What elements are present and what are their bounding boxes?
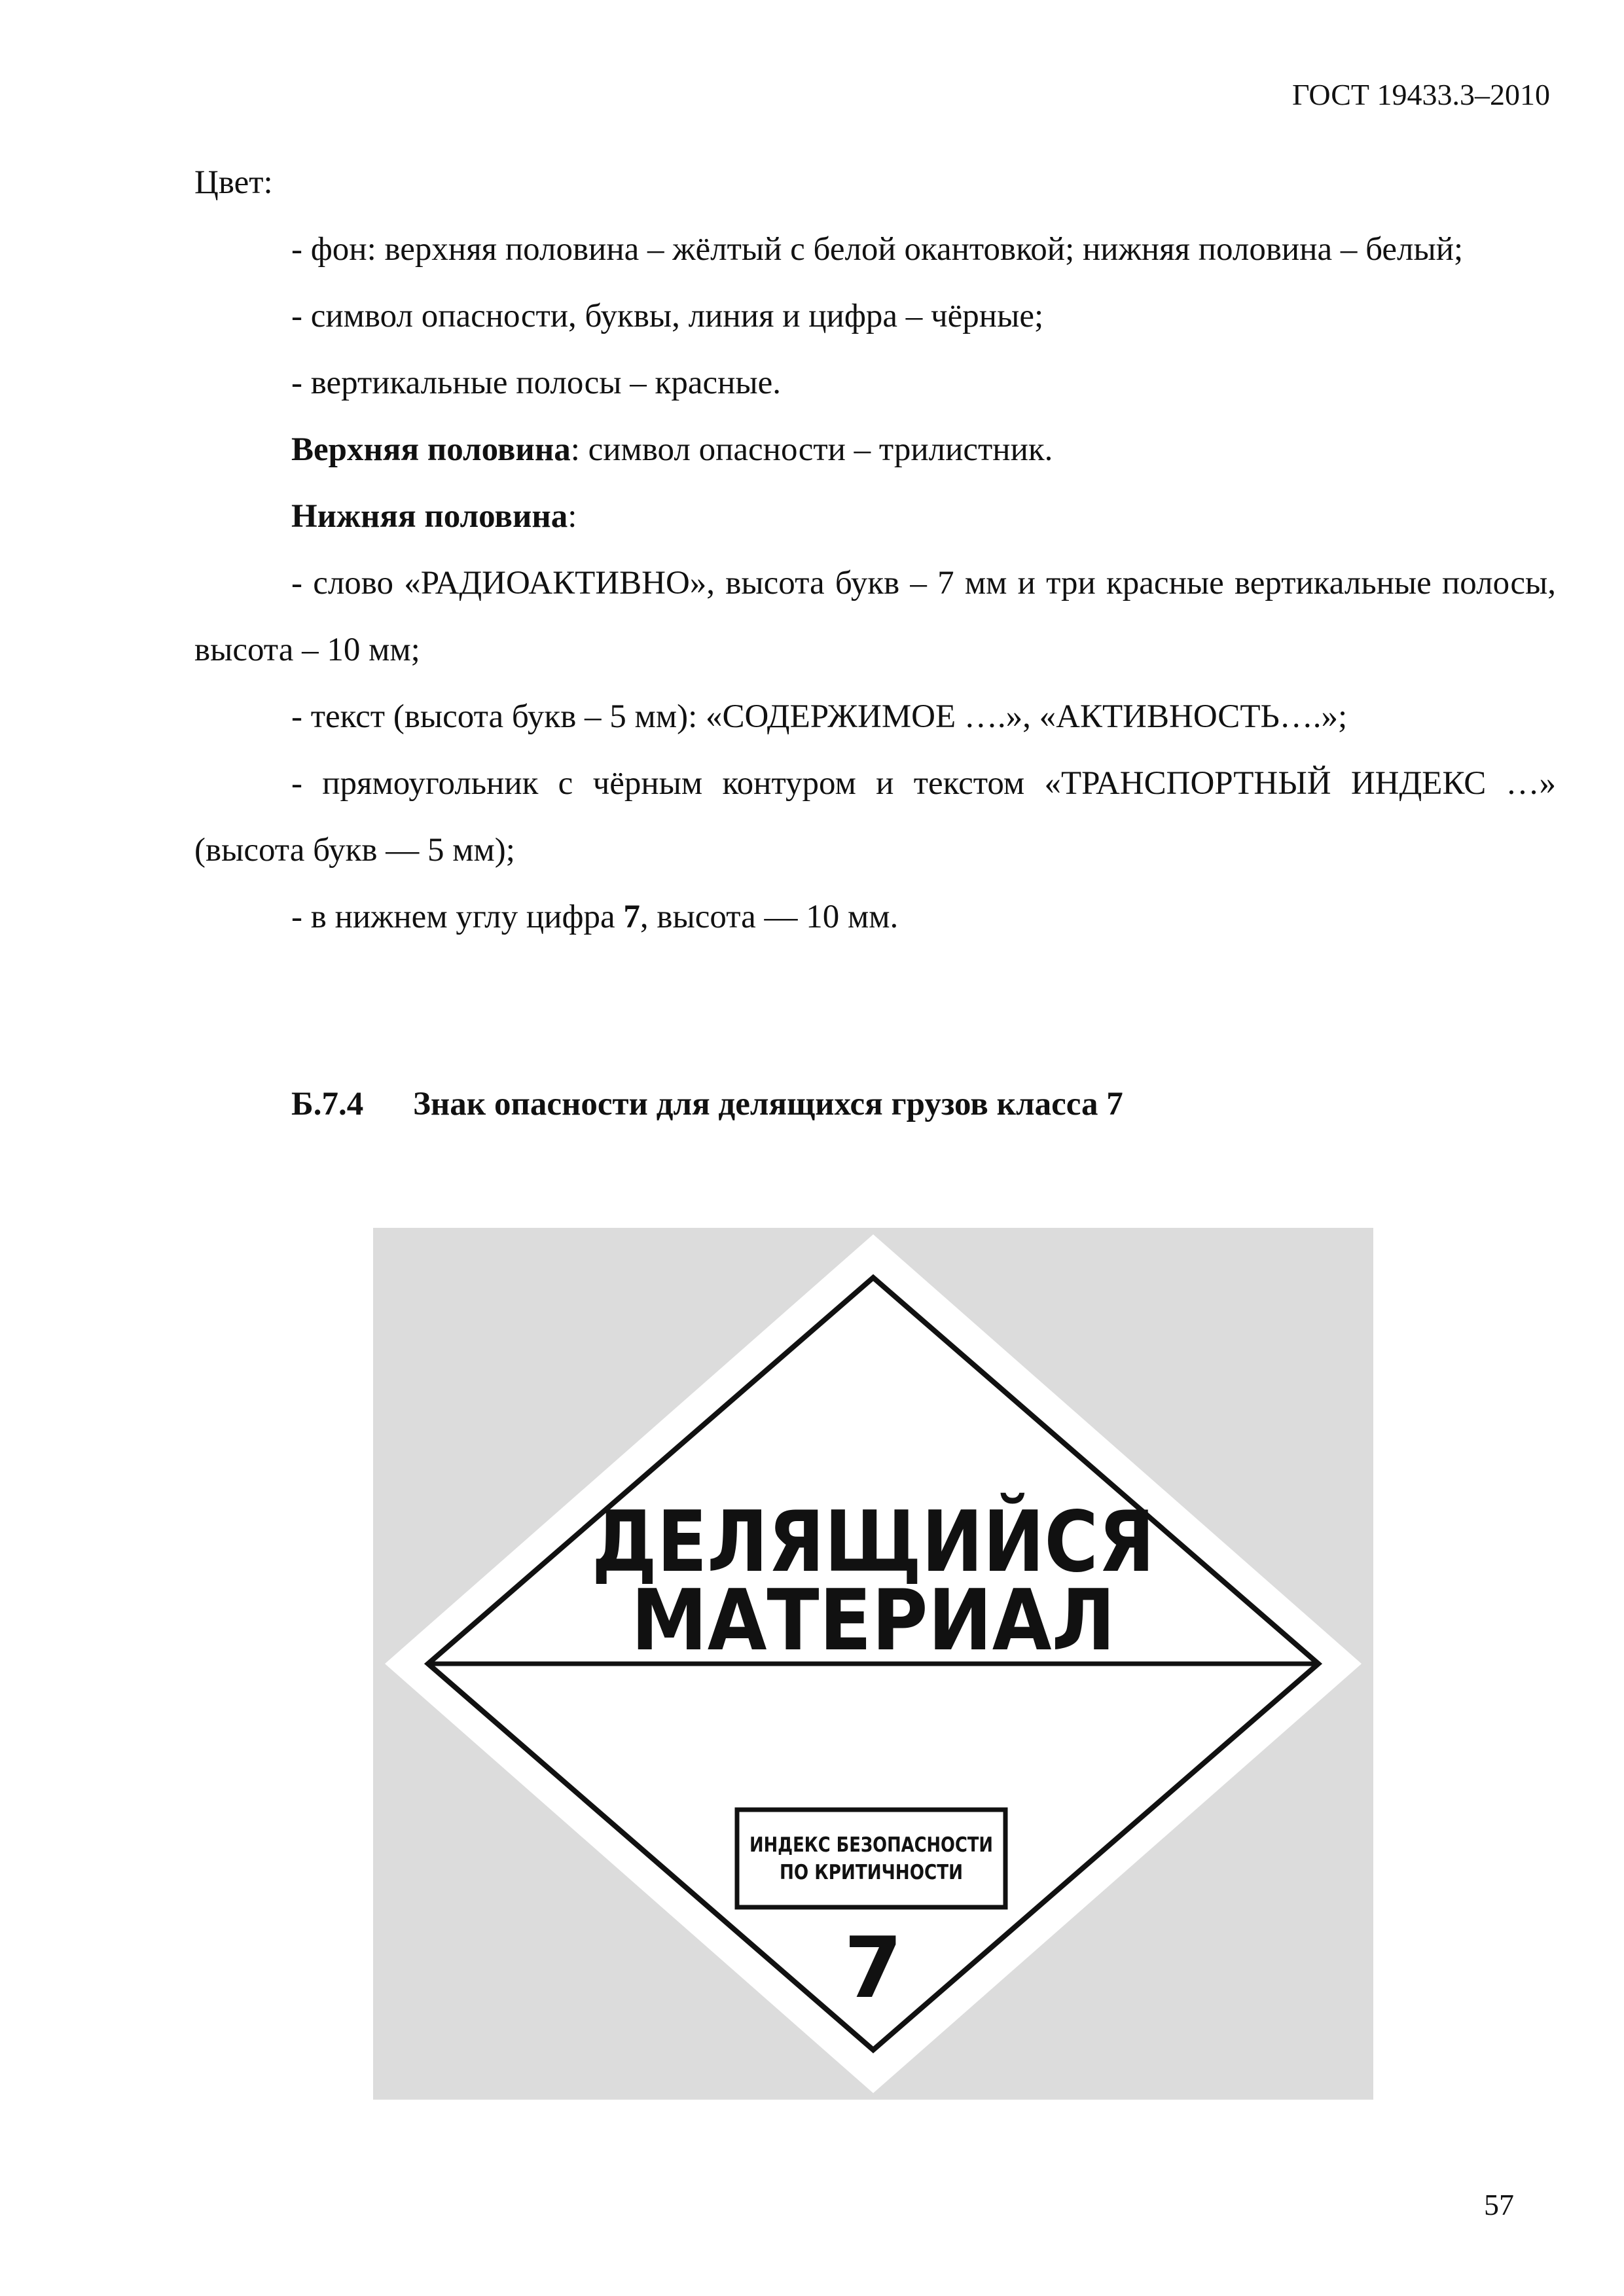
lower-item-text: - текст (высота букв – 5 мм): «СОДЕРЖИМОЕ ….», «АКТИВНОСТЬ….»; (291, 698, 1348, 735)
last-item-suffix: , высота — 10 мм. (640, 899, 899, 935)
criticality-box-line2: ПО КРИТИЧНОСТИ (780, 1861, 963, 1884)
document-id-header: ГОСТ 19433.3–2010 (1291, 78, 1550, 111)
color-item-background: - фон: верхняя половина – жёлтый с белой окантовкой; нижняя половина – белый; (291, 231, 1464, 268)
label-title-line1: ДЕЛЯЩИЙСЯ (592, 1494, 1235, 1591)
color-item-stripes: - вертикальные полосы – красные. (291, 365, 782, 401)
lower-half-label: Нижняя половина (291, 498, 568, 535)
section-title-text: Знак опасности для делящихся грузов класса 7 (413, 1086, 1123, 1122)
lower-item-number (194, 884, 1556, 950)
color-heading: Цвет: (194, 164, 273, 201)
lower-item-word: - слово «РАДИОАКТИВНО», высота букв – 7 мм и три красные вертикальные полосы, высота – 10 мм; (194, 565, 1556, 668)
section-number: Б.7.4 (291, 1086, 364, 1122)
last-item-prefix: - в нижнем углу цифра (291, 899, 624, 935)
upper-half-text: : символ опасности – трилистник. (570, 431, 1053, 468)
lower-half-text: : (568, 498, 577, 535)
label-title-line2: МАТЕРИАЛ (631, 1572, 1115, 1670)
document-body (194, 149, 1556, 950)
upper-half-label: Верхняя половина (291, 431, 571, 468)
page-number: 57 (1484, 2188, 1514, 2221)
hazard-label-svg (373, 1228, 1373, 2100)
section-heading (291, 1085, 1123, 1123)
criticality-box-line1: ИНДЕКС БЕЗОПАСНОСТИ (749, 1833, 993, 1857)
lower-half-paragraph (194, 483, 1556, 550)
upper-half-paragraph (194, 416, 1556, 483)
color-item-symbol: - символ опасности, буквы, линия и цифра – чёрные; (291, 298, 1044, 334)
class-number: 7 (844, 1920, 903, 2017)
lower-item-rectangle: - прямоугольник с чёрным контуром и текстом «ТРАНСПОРТНЫЙ ИНДЕКС …» (высота букв — 5 мм); (194, 765, 1556, 869)
hazard-label-figure (373, 1228, 1373, 2100)
last-item-number: 7 (623, 899, 640, 935)
